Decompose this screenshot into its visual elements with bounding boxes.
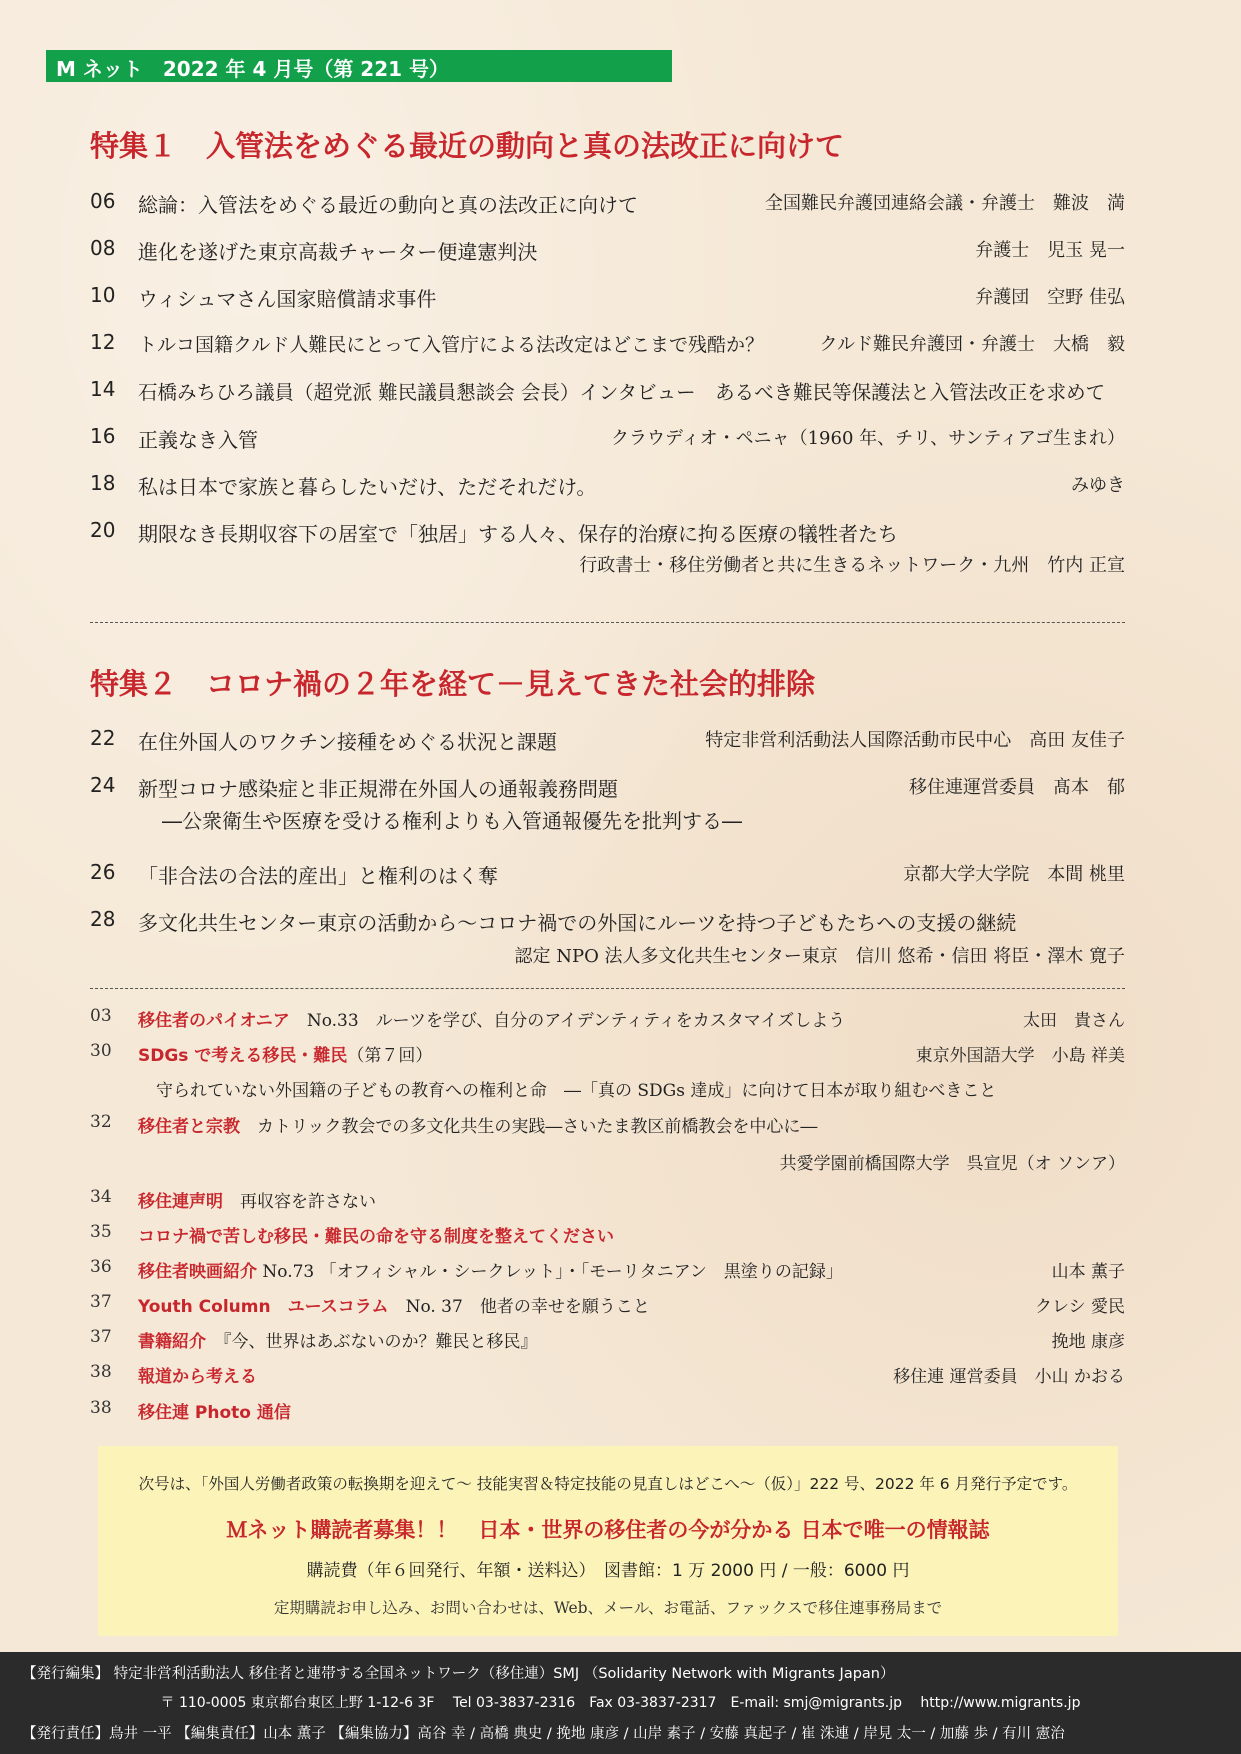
page-number: 32 [90, 1112, 112, 1132]
editors-line: 【発行責任】鳥井 一平 【編集責任】山本 薫子 【編集協力】高谷 幸 / 高橋 典史 / 挽地 康彦 / 山岸 素子 / 安藤 真起子 / 崔 洙連 / 岸見 太一 / 加藤 歩 / 有川 憲治 [22, 1726, 1065, 1742]
publisher-footer [0, 1652, 1241, 1754]
article-title: 再収容を許さない [240, 1192, 376, 1212]
page-number: 03 [90, 1006, 112, 1026]
page-number: 14 [90, 377, 116, 401]
page-number: 12 [90, 330, 116, 354]
article-title: 「非合法の合法的産出」と権利のはく奪 [138, 864, 498, 888]
article-title: No.33 ルーツを学び、自分のアイデンティティをカスタマイズしよう [306, 1011, 846, 1031]
article-author: 共愛学園前橋国際大学 呉宣児（オ ソンア） [779, 1154, 1125, 1174]
article-author: 全国難民弁護団連絡会議・弁護士 難波 満 [765, 193, 1125, 214]
article-author: 移住連 運営委員 小山 かおる [893, 1367, 1125, 1387]
article-title: カトリック教会での多文化共生の実践―さいたま教区前橋教会を中心に― [257, 1117, 818, 1137]
issue-header-text: M ネット 2022 年 4 月号（第 221 号） [56, 57, 450, 81]
toc-row [90, 1187, 1125, 1213]
article-title: 『今、世界はあぶないのか？難民と移民』 [223, 1332, 538, 1352]
publisher-line: 【発行編集】 特定非営利活動法人 移住者と連帯する全国ネットワーク（移住連）SMJ （Solidarity Network with Migrants Japan） [22, 1666, 895, 1682]
column-name: 書籍紹介 [138, 1332, 206, 1352]
article-author: 認定 NPO 法人多文化共生センター東京 信川 悠希・信田 将臣・澤木 寛子 [514, 946, 1125, 967]
page-number: 06 [90, 189, 116, 213]
toc-row [90, 1222, 1125, 1248]
page-number: 38 [90, 1398, 112, 1418]
article-title: 新型コロナ感染症と非正規滞在外国人の通報義務問題 [138, 777, 618, 801]
toc-row [90, 1398, 1125, 1424]
article-title: 私は日本で家族と暮らしたいだけ、ただそれだけ。 [138, 475, 597, 499]
article-author: 弁護士 児玉 晃一 [975, 240, 1125, 261]
article-title: No. 37 他者の幸せを願うこと [405, 1297, 650, 1317]
toc-row [90, 518, 1125, 548]
toc-row [90, 330, 1125, 360]
article-title: 進化を遂げた東京高裁チャーター便違憲判決 [138, 240, 538, 264]
toc-row [90, 860, 1125, 890]
column-name: 報道から考える [138, 1367, 257, 1387]
column-name: 移住者のパイオニア [138, 1011, 290, 1031]
subscription-headline: Ｍネット購読者募集！！ 日本・世界の移住者の今が分かる 日本で唯一の情報誌 [226, 1518, 990, 1542]
column-name: 移住連 Photo 通信 [138, 1403, 291, 1423]
subscription-fee: 購読費（年６回発行、年額・送料込） 図書館：1 万 2000 円 / 一般：6000 円 [306, 1561, 910, 1581]
toc-row [90, 424, 1125, 454]
divider [90, 988, 1125, 989]
article-author: 移住連運営委員 髙本 郁 [909, 777, 1125, 798]
toc-row [90, 377, 1125, 407]
feature1-title: 特集１ 入管法をめぐる最近の動向と真の法改正に向けて [90, 129, 845, 163]
page-number: 38 [90, 1362, 112, 1382]
next-issue-text: 次号は、「外国人労働者政策の転換期を迎えて～ 技能実習＆特定技能の見直しはどこへ～（仮）」222 号、2022 年 6 月発行予定です。 [138, 1475, 1078, 1493]
subscription-notice [98, 1446, 1118, 1636]
page-number: 36 [90, 1257, 112, 1277]
toc-row [90, 1292, 1125, 1318]
article-title: 守られていない外国籍の子どもの教育への権利と命 ―「真の SDGs 達成」に向けて日本が取り組むべきこと [156, 1081, 997, 1101]
article-title: No.73 「オフィシャル・シークレット」・「モーリタニアン 黒塗りの記録」 [262, 1262, 843, 1282]
toc-row [90, 471, 1125, 501]
article-author: 挽地 康彦 [1051, 1332, 1125, 1352]
page-number: 10 [90, 283, 116, 307]
article-subtitle: ―公衆衛生や医療を受ける権利よりも入管通報優先を批判する― [162, 809, 742, 833]
toc-row [90, 907, 1125, 937]
column-name: 移住者と宗教 [138, 1117, 240, 1137]
page-number: 37 [90, 1292, 112, 1312]
article-title: トルコ国籍クルド人難民にとって入管庁による法改定はどこまで残酷か？ [138, 334, 765, 356]
toc-row [90, 726, 1125, 756]
column-name: コロナ禍で苦しむ移民・難民の命を守る制度を整えてください [138, 1227, 614, 1247]
page-number: 16 [90, 424, 116, 448]
toc-row [90, 773, 1125, 803]
issue-header-bar [46, 50, 672, 82]
toc-row [90, 283, 1125, 313]
toc-row [90, 1149, 1125, 1175]
page-number: 22 [90, 726, 116, 750]
article-title: 正義なき入管 [138, 428, 258, 452]
column-name: SDGs で考える移民・難民 [138, 1046, 348, 1066]
feature2-title: 特集２ コロナ禍の２年を経て－見えてきた社会的排除 [90, 667, 816, 701]
toc-row [90, 236, 1125, 266]
toc-row [90, 1112, 1125, 1138]
toc-row [90, 1006, 1125, 1032]
page-number: 20 [90, 518, 116, 542]
article-title: 期限なき長期収容下の居室で「独居」する人々、保存的治療に拘る医療の犠牲者たち [138, 522, 898, 546]
article-title: 石橋みちひろ議員（超党派 難民議員懇談会 会長）インタビュー あるべき難民等保護法と入管法改正を求めて [138, 381, 1106, 404]
article-author: 山本 薫子 [1051, 1262, 1125, 1282]
page-number: 26 [90, 860, 116, 884]
toc-row [90, 1327, 1125, 1353]
toc-row [90, 189, 1125, 219]
page-number: 18 [90, 471, 116, 495]
article-title: 多文化共生センター東京の活動から～コロナ禍での外国にルーツを持つ子どもたちへの支援の継続 [138, 911, 1017, 935]
article-author: 太田 貴さん [1023, 1011, 1125, 1031]
column-name: 移住連声明 [138, 1192, 223, 1212]
toc-row [90, 1076, 1125, 1102]
page-number: 28 [90, 907, 116, 931]
divider [90, 622, 1125, 623]
article-author: 特定非営利活動法人国際活動市民中心 高田 友佳子 [705, 730, 1125, 751]
article-author: 京都大学大学院 本間 桃里 [903, 864, 1125, 885]
article-title: 在住外国人のワクチン接種をめぐる状況と課題 [138, 730, 557, 754]
page-number: 37 [90, 1327, 112, 1347]
page-number: 08 [90, 236, 116, 260]
article-author: 行政書士・移住労働者と共に生きるネットワーク・九州 竹内 正宣 [579, 555, 1125, 576]
subscription-contact: 定期購読お申し込み、お問い合わせは、Web、メール、お電話、ファックスで移住連事務局まで [273, 1599, 943, 1617]
toc-row [90, 1362, 1125, 1388]
article-author: クルド難民弁護団・弁護士 大橋 毅 [819, 334, 1125, 355]
article-author: 弁護団 空野 佳弘 [975, 287, 1125, 308]
page-number: 24 [90, 773, 116, 797]
toc-row [90, 1041, 1125, 1067]
page-number: 30 [90, 1041, 112, 1061]
article-author: クレシ 愛民 [1035, 1297, 1125, 1317]
article-title: （第７回） [347, 1046, 433, 1066]
column-name: 移住者映画紹介 [138, 1262, 257, 1282]
toc-row [90, 1257, 1125, 1283]
article-title: 総論：入管法をめぐる最近の動向と真の法改正に向けて [138, 193, 638, 217]
contact-line: 〒 110-0005 東京都台東区上野 1-12-6 3F Tel 03-3837-2316 Fax 03-3837-2317 E-mail: smj@migrants.jp http://www.migrants.jp [160, 1695, 1081, 1711]
page-number: 34 [90, 1187, 112, 1207]
column-name: Youth Column ユースコラム [138, 1297, 389, 1317]
article-title: ウィシュマさん国家賠償請求事件 [138, 287, 437, 311]
article-author: クラウディオ・ペニャ（1960 年、チリ、サンティアゴ生まれ） [611, 428, 1125, 449]
page-number: 35 [90, 1222, 112, 1242]
article-author: 東京外国語大学 小島 祥美 [915, 1046, 1125, 1066]
article-author: みゆき [1071, 475, 1125, 496]
